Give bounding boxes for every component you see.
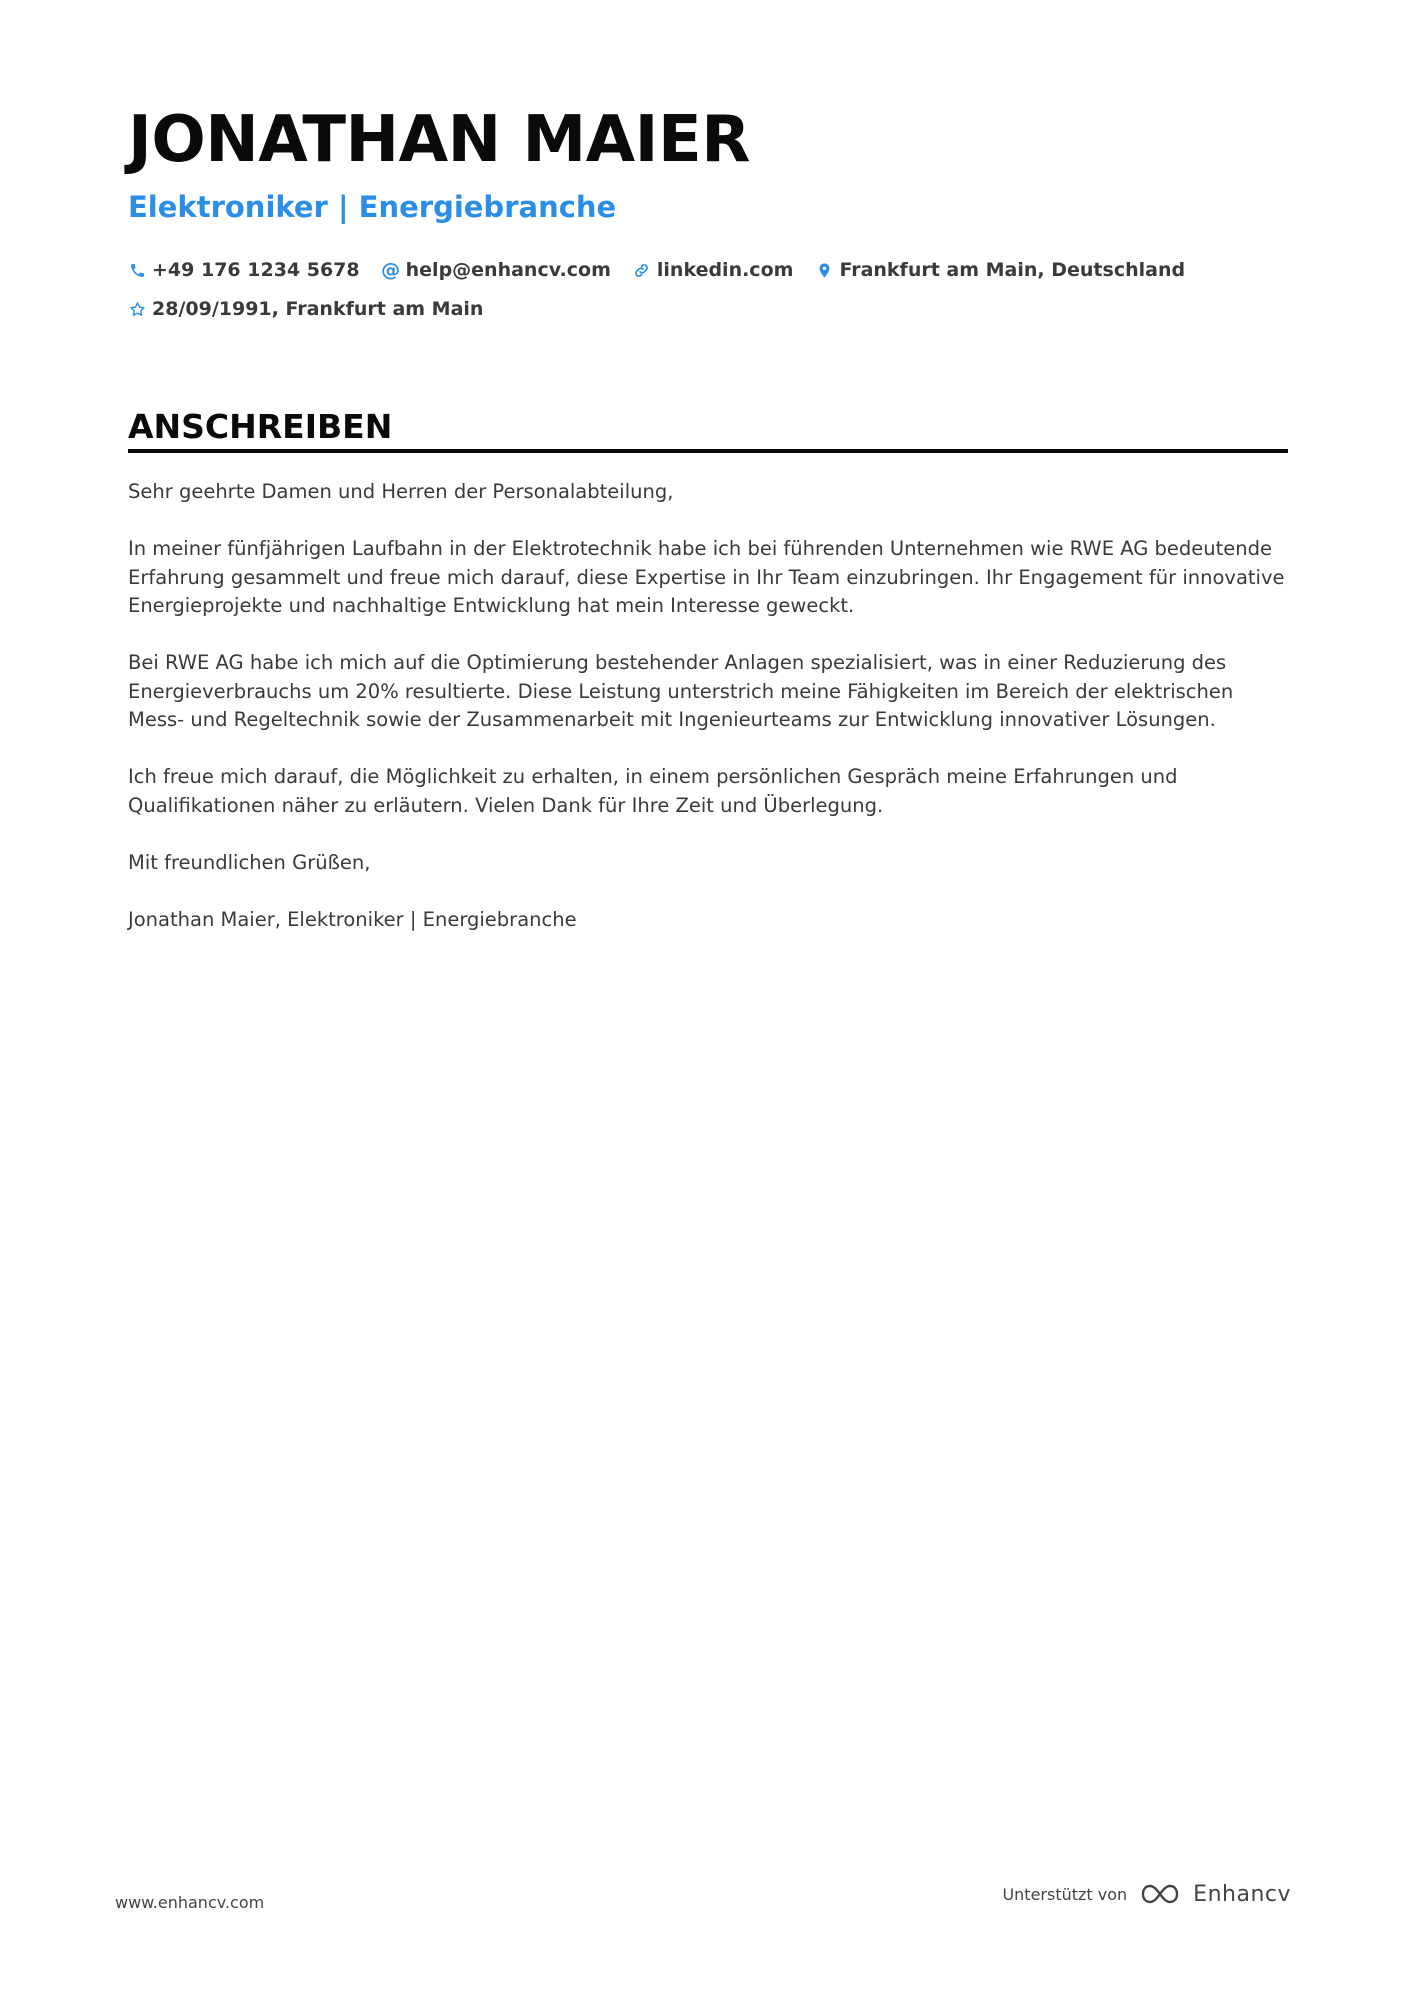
candidate-name: JONATHAN MAIER — [128, 103, 750, 177]
star-icon — [128, 300, 146, 318]
enhancv-logo-icon — [1139, 1881, 1185, 1907]
powered-by-text: Unterstützt von — [1002, 1884, 1128, 1904]
letter-paragraph: Bei RWE AG habe ich mich auf die Optimierung bestehender Anlagen spezialisiert, was in einer Reduzierung des Energieverbrauchs um 20% resultierte. Diese Leistung unterstrich meine Fähigkeiten im Bereich der elektrischen Mess- und Regeltechnik sowie der Zusammenarbeit mit Ingenieurteams zur Entwicklung innovativer Lösungen. — [128, 651, 1234, 731]
at-icon: @ — [381, 258, 401, 281]
letter-body — [128, 478, 1293, 963]
contact-row-1 — [128, 256, 1308, 284]
letter-signature: Jonathan Maier, Elektroniker | Energiebranche — [128, 907, 577, 931]
footer-website[interactable]: www.enhancv.com — [115, 1893, 265, 1912]
contact-email[interactable] — [382, 259, 611, 281]
letter-paragraph: Ich freue mich darauf, die Möglichkeit zu erhalten, in einem persönlichen Gespräch meine Erfahrungen und Qualifikationen näher zu erläutern. Vielen Dank für Ihre Zeit und Überlegung. — [128, 765, 1178, 817]
phone-icon — [128, 261, 146, 279]
contact-phone[interactable] — [128, 259, 360, 281]
birth-text: 28/09/1991, Frankfurt am Main — [152, 298, 484, 320]
contact-info — [128, 256, 1308, 334]
footer-branding[interactable] — [1002, 1881, 1291, 1907]
link-icon — [633, 261, 651, 279]
letter-closing: Mit freundlichen Grüßen, — [128, 850, 371, 874]
contact-location — [815, 259, 1185, 281]
section-divider — [128, 449, 1288, 453]
phone-text: +49 176 1234 5678 — [152, 259, 360, 281]
map-pin-icon — [815, 261, 833, 279]
section-title: ANSCHREIBEN — [128, 407, 393, 446]
letter-salutation: Sehr geehrte Damen und Herren der Personalabteilung, — [128, 480, 674, 503]
website-text: linkedin.com — [656, 259, 794, 281]
location-text: Frankfurt am Main, Deutschland — [839, 259, 1186, 281]
email-text: help@enhancv.com — [405, 259, 611, 281]
brand-name: Enhancv — [1193, 1881, 1291, 1907]
candidate-headline: Elektroniker | Energiebranche — [128, 190, 617, 224]
letter-paragraph: In meiner fünfjährigen Laufbahn in der Elektrotechnik habe ich bei führenden Unternehmen wie RWE AG bedeutende Erfahrung gesammelt und freue mich darauf, diese Expertise in Ihr Team einzubringen. Ihr Engagement für innovative Energieprojekte und nachhaltige Entwicklung hat mein Interesse geweckt. — [128, 537, 1285, 617]
contact-website[interactable] — [633, 259, 794, 281]
contact-birth — [128, 298, 483, 320]
contact-row-2 — [128, 295, 1308, 323]
